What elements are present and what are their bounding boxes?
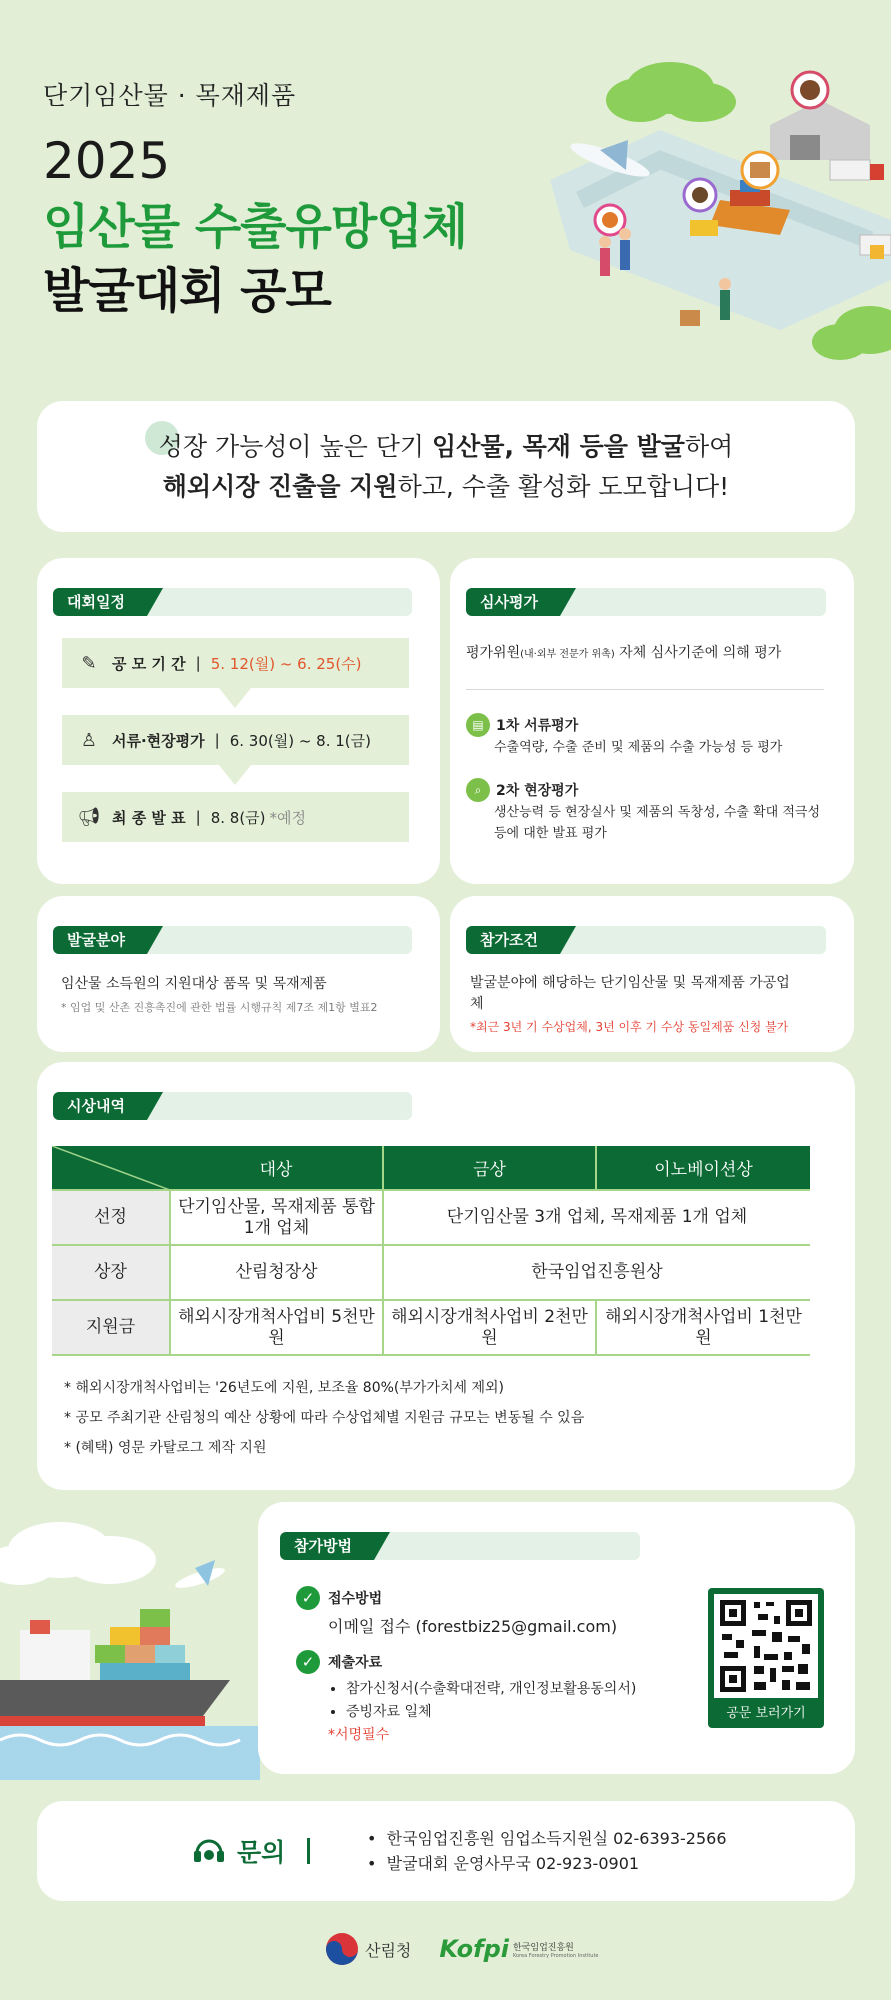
headset-icon <box>189 1831 229 1871</box>
eligibility-text: 발굴분야에 해당하는 단기임산물 및 목재제품 가공업체 <box>470 975 790 1012</box>
eligibility-note: *최근 3년 기 수상업체, 3년 이후 기 수상 동일제품 신청 불가 <box>470 1020 789 1034</box>
apply-docs-note: *서명필수 <box>328 1727 390 1743</box>
header-subtitle: 단기임산물 · 목재제품 <box>43 81 297 110</box>
ship-chimney <box>30 1620 50 1634</box>
table-corner-cell <box>52 1146 170 1190</box>
awards-tag: 시상내역 <box>53 1092 412 1120</box>
schedule-row-evaluation: ♙ 서류·현장평가 | 6. 30(월) ~ 8. 1(금) <box>62 715 409 765</box>
field-card <box>37 896 440 1052</box>
warehouse-icon <box>770 100 870 160</box>
worker-icon <box>599 236 611 276</box>
cloud-icon <box>606 62 736 122</box>
footer-logos <box>325 1932 599 1966</box>
header-year: 2025 <box>43 132 171 190</box>
awards-notes <box>64 1373 584 1463</box>
header-gold-prize: 금상 <box>383 1146 596 1190</box>
awards-note: * 해외시장개척사업비는 '26년도에 지원, 보조율 80%(부가가치세 제외) <box>64 1380 504 1396</box>
worker-icon <box>719 278 731 320</box>
airplane-icon <box>173 1560 226 1592</box>
forklift-icon <box>690 220 718 236</box>
person-icon: ♙ <box>80 729 98 751</box>
cell-funding-gold: 해외시장개척사업비 2천만원 <box>383 1300 596 1355</box>
worker-icon <box>619 228 631 270</box>
apply-card <box>258 1502 855 1774</box>
schedule-card <box>37 558 440 884</box>
qr-label: 공문 보러가기 <box>726 1706 806 1721</box>
eligibility-card <box>450 896 854 1052</box>
divider <box>466 689 824 690</box>
apply-docs-list <box>296 1678 636 1724</box>
field-note: * 임업 및 산촌 진흥촉진에 관한 법률 시행규칙 제7조 제1항 별표2 <box>61 1001 378 1014</box>
map-pin-icon <box>792 72 828 108</box>
row-label-certificate: 상장 <box>52 1245 170 1300</box>
review-intro: 평가위원(내·외부 전문가 위촉) 자체 심사기준에 의해 평가 <box>466 645 782 661</box>
cell-certificate-merged: 한국임업진흥원상 <box>383 1245 810 1300</box>
megaphone-icon: 📢︎ <box>77 806 101 828</box>
document-icon: ▤ <box>466 713 490 737</box>
org1-name: 산림청 <box>365 1940 412 1960</box>
apply-email[interactable]: 이메일 접수 (forestbiz25@gmail.com) <box>328 1617 618 1636</box>
truck-icon <box>830 160 884 180</box>
intro-card <box>37 401 855 532</box>
cell-certificate-grand: 산림청장상 <box>170 1245 383 1300</box>
awards-note: * 공모 주최기관 산림청의 예산 상황에 따라 수상업체별 지원금 규모는 변동될 수 있음 <box>64 1410 585 1426</box>
contact-card <box>37 1801 855 1901</box>
review-step-1: ▤ 1차 서류평가 수출역량, 수출 준비 및 제품의 수출 가능성 등 평가 <box>466 713 846 758</box>
row-label-funding: 지원금 <box>52 1300 170 1355</box>
cargo-ship-illustration <box>0 1520 260 1780</box>
apply-docs: ✓ 제출자료 • 참가신청서(수출확대전략, 개인정보활용동의서) • 증빙자료 일체 *서명필수 <box>296 1650 636 1744</box>
list-item: • 참가신청서(수출확대전략, 개인정보활용동의서) <box>346 1678 636 1701</box>
eligibility-tag: 참가조건 <box>466 926 826 954</box>
header-title-line2: 발굴대회 공모 <box>43 263 331 319</box>
diagonal-line <box>52 1146 170 1190</box>
check-circle-icon: ✓ <box>296 1650 320 1674</box>
review-tag: 심사평가 <box>466 588 826 616</box>
intro-line1: 성장 가능성이 높은 단기 임산물, 목재 등을 발굴하여 <box>158 432 734 461</box>
check-circle-icon: ✓ <box>296 1586 320 1610</box>
cloud-icon <box>812 306 891 360</box>
header-innovation-prize: 이노베이션상 <box>596 1146 810 1190</box>
kofpi-logo: Kofpi <box>439 1935 509 1963</box>
header-title-line1: 임산물 수출유망업체 <box>43 199 468 255</box>
contact-list <box>367 1826 727 1876</box>
ship-hull <box>0 1680 230 1720</box>
schedule-tag: 대회일정 <box>53 588 412 616</box>
map-pin-icon <box>684 179 716 211</box>
sea-water <box>0 1726 260 1780</box>
korea-forest-service-logo <box>325 1932 359 1966</box>
cell-funding-grand: 해외시장개척사업비 5천만원 <box>170 1300 383 1355</box>
table-row <box>52 1245 810 1300</box>
review-card <box>450 558 854 884</box>
header-grand-prize: 대상 <box>170 1146 383 1190</box>
qr-code-icon <box>714 1594 818 1698</box>
down-arrow-icon <box>219 688 251 708</box>
review-step-2: ⌕ 2차 현장평가 생산능력 등 현장실사 및 제품의 독창성, 수출 확대 적극성 등에 대한 발표 평가 <box>466 778 836 844</box>
schedule-row-application: ✎ 공 모 기 간 | 5. 12(월) ~ 6. 25(수) <box>62 638 409 688</box>
awards-table <box>52 1146 810 1356</box>
table-header-row <box>52 1146 810 1190</box>
down-arrow-icon <box>219 765 251 785</box>
apply-method: ✓ 접수방법 이메일 접수 (forestbiz25@gmail.com) <box>296 1586 617 1637</box>
truck-icon <box>860 235 891 259</box>
list-item: • 발굴대회 운영사무국 02-923-0901 <box>367 1854 640 1873</box>
contact-heading: 문의 <box>189 1831 310 1871</box>
cell-funding-innovation: 해외시장개척사업비 1천만원 <box>596 1300 810 1355</box>
magnifier-icon: ⌕ <box>466 778 490 802</box>
container-stack <box>95 1609 190 1681</box>
table-row <box>52 1190 810 1245</box>
list-item: • 한국임업진흥원 임업소득지원실 02-6393-2566 <box>367 1829 727 1848</box>
intro-line2: 해외시장 진출을 지원하고, 수출 활성화 도모합니다! <box>162 472 730 501</box>
logistics-illustration <box>540 30 891 370</box>
org2-name-block: 한국임업진흥원 Korea Forestry Promotion Institute <box>513 1942 599 1959</box>
field-text: 임산물 소득원의 지원대상 품목 및 목재제품 <box>61 976 327 992</box>
table-row <box>52 1300 810 1355</box>
cell-selection-grand: 단기임산물, 목재제품 통합 1개 업체 <box>170 1190 383 1245</box>
ship-cabin <box>20 1630 90 1680</box>
box-icon <box>680 310 700 326</box>
cloud-icon <box>0 1522 156 1585</box>
document-pen-icon: ✎ <box>81 652 97 674</box>
list-item: • 증빙자료 일체 <box>346 1701 636 1724</box>
cell-selection-merged: 단기임산물 3개 업체, 목재제품 1개 업체 <box>383 1190 810 1245</box>
apply-tag: 참가방법 <box>280 1532 640 1560</box>
schedule-row-announcement: 📢︎ 최 종 발 표 | 8. 8(금) *예정 <box>62 792 409 842</box>
map-pin-icon <box>742 152 778 188</box>
row-label-selection: 선정 <box>52 1190 170 1245</box>
qr-code-button[interactable] <box>708 1588 824 1728</box>
divider <box>307 1838 310 1864</box>
field-tag: 발굴분야 <box>53 926 412 954</box>
awards-note: * (혜택) 영문 카탈로그 제작 지원 <box>64 1440 267 1456</box>
